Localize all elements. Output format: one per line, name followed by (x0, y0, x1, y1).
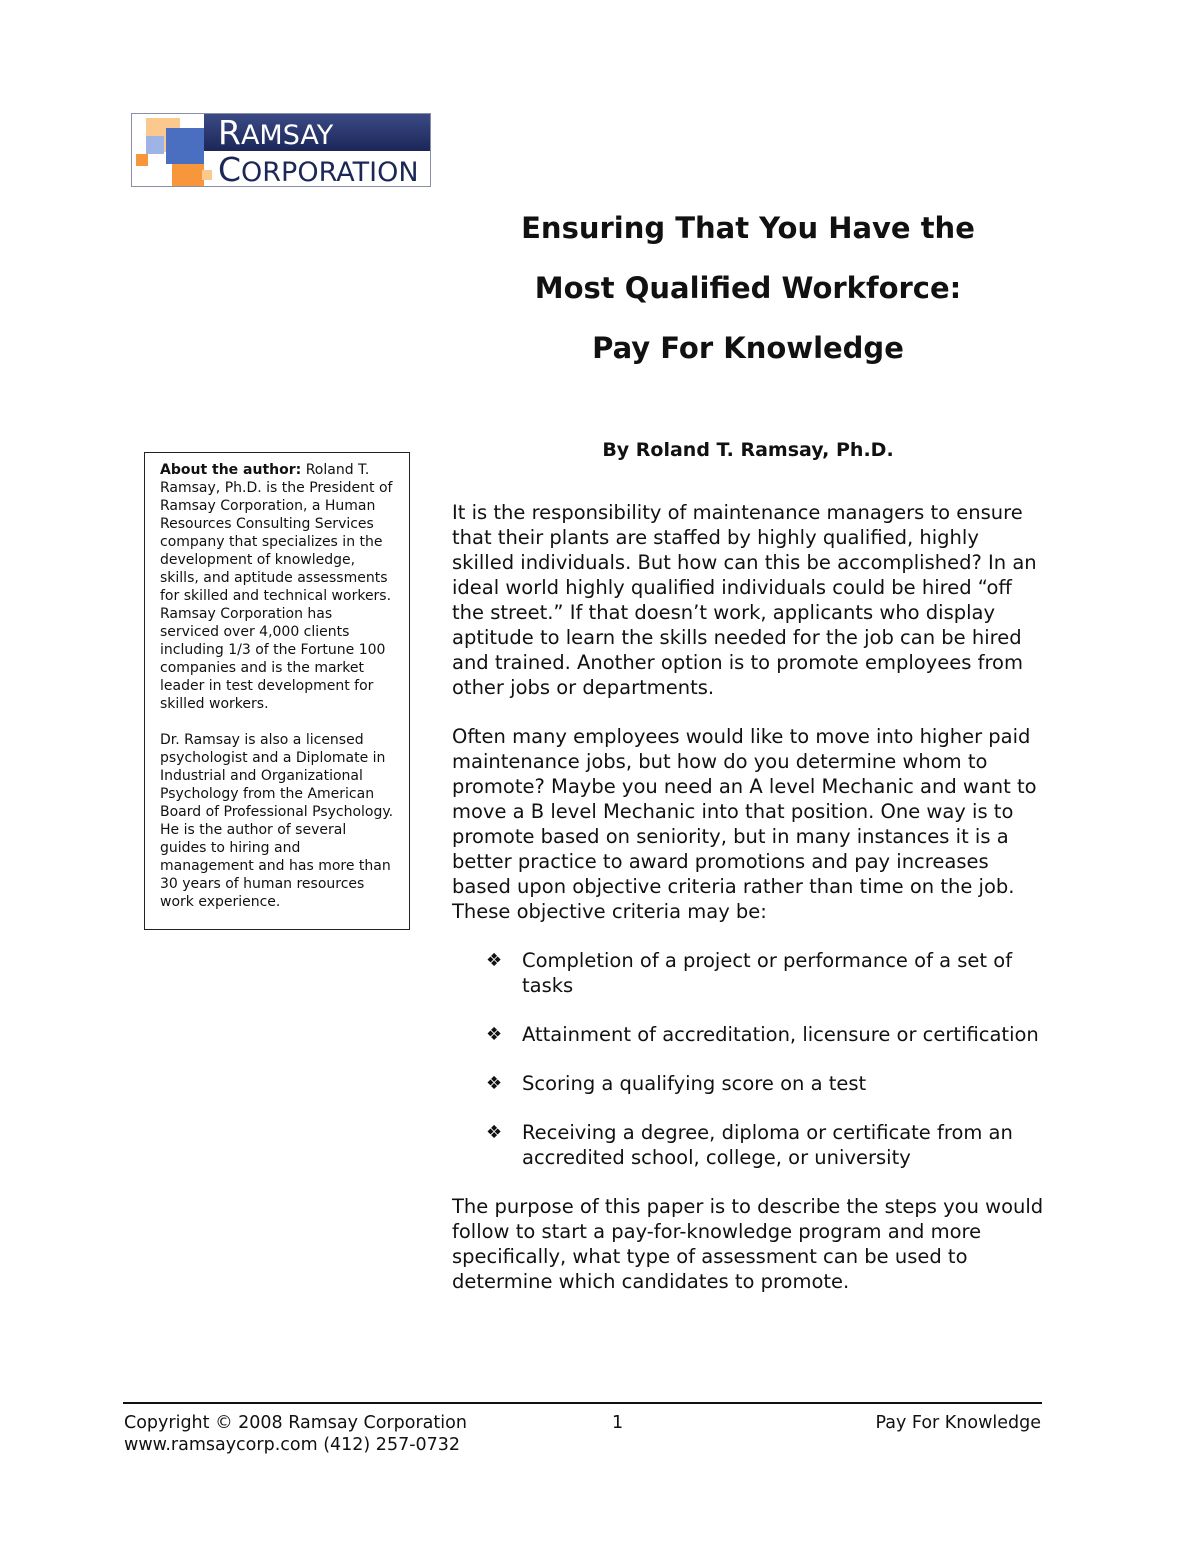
criteria-list (452, 948, 1047, 1170)
author-byline: By Roland T. Ramsay, Ph.D. (602, 439, 894, 461)
logo-text-line1: RAMSAY (218, 113, 334, 152)
author-sidebar (144, 452, 410, 930)
list-item: ❖ Completion of a project or performance of a set of tasks (486, 949, 1013, 997)
sidebar-heading: About the author: (160, 462, 302, 478)
logo-square-small-peach (202, 170, 212, 180)
sidebar-paragraph-2: Dr. Ramsay is also a licensed psychologist and a Diplomate in Industrial and Organizational Psychology from the American Board of Professional Psychology. He is the author of several guides to hiring and management and has more than 30 years of human resources work experience. (160, 732, 394, 910)
list-item: ❖ Scoring a qualifying score on a test (486, 1072, 867, 1095)
document-title-line1: Ensuring That You Have the (521, 211, 975, 245)
footer-page-number: 1 (612, 1413, 624, 1433)
sidebar-paragraph-1 (160, 461, 395, 713)
body-paragraph-2: Often many employees would like to move into higher paid maintenance jobs, but how do you determine whom to promote? Maybe you need an A level Mechanic and want to move a B level Mechanic into that position. One way is to promote based on seniority, but in many instances it is a better practice to award promotions and pay increases based upon objective criteria rather than time on the job. These objective criteria may be: (452, 725, 1037, 923)
document-title-line2: Most Qualified Workforce: (534, 271, 962, 305)
main-body (452, 500, 1047, 1318)
diamond-bullet-icon: ❖ (486, 1073, 503, 1094)
list-item: ❖ Attainment of accreditation, licensure or certification (486, 1023, 1039, 1046)
footer-contact: www.ramsaycorp.com (412) 257-0732 (124, 1435, 461, 1455)
body-paragraph-3: The purpose of this paper is to describe the steps you would follow to start a pay-for-knowledge program and more specifically, what type of assessment can be used to determine which candidates to promote. (452, 1195, 1044, 1293)
footer-rule (123, 1402, 1042, 1404)
list-item: ❖ Receiving a degree, diploma or certificate from an accredited school, college, or university (486, 1121, 1013, 1169)
footer-copyright: Copyright © 2008 Ramsay Corporation (124, 1413, 467, 1433)
footer-document-title: Pay For Knowledge (875, 1413, 1041, 1433)
logo-square-light-blue (146, 136, 164, 154)
company-logo (131, 113, 431, 187)
logo-square-blue (166, 128, 204, 164)
diamond-bullet-icon: ❖ (486, 1122, 503, 1143)
footer-left (124, 1412, 467, 1456)
diamond-bullet-icon: ❖ (486, 950, 503, 971)
logo-square-small-orange (136, 154, 148, 166)
body-paragraph-1: It is the responsibility of maintenance managers to ensure that their plants are staffed by highly qualified, highly skilled individuals. But how can this be accomplished? In an ideal world highly qualified individuals could be hired “off the street.” If that doesn’t work, applicants who display aptitude to learn the skills needed for the job can be hired and trained. Another option is to promote employees from other jobs or departments. (452, 501, 1037, 699)
document-title-line3: Pay For Knowledge (592, 331, 904, 365)
diamond-bullet-icon: ❖ (486, 1024, 503, 1045)
logo-text-line2: CORPORATION (218, 150, 419, 187)
sidebar-text-1: Roland T. Ramsay, Ph.D. is the President of Ramsay Corporation, a Human Resources Consulting Services company that specializes in the development of knowledge, skills, and aptitude assessments for skilled and technical workers. Ramsay Corporation has serviced over 4,000 clients including 1/3 of the Fortune 100 companies and is the market leader in test development for skilled workers. (160, 462, 393, 712)
